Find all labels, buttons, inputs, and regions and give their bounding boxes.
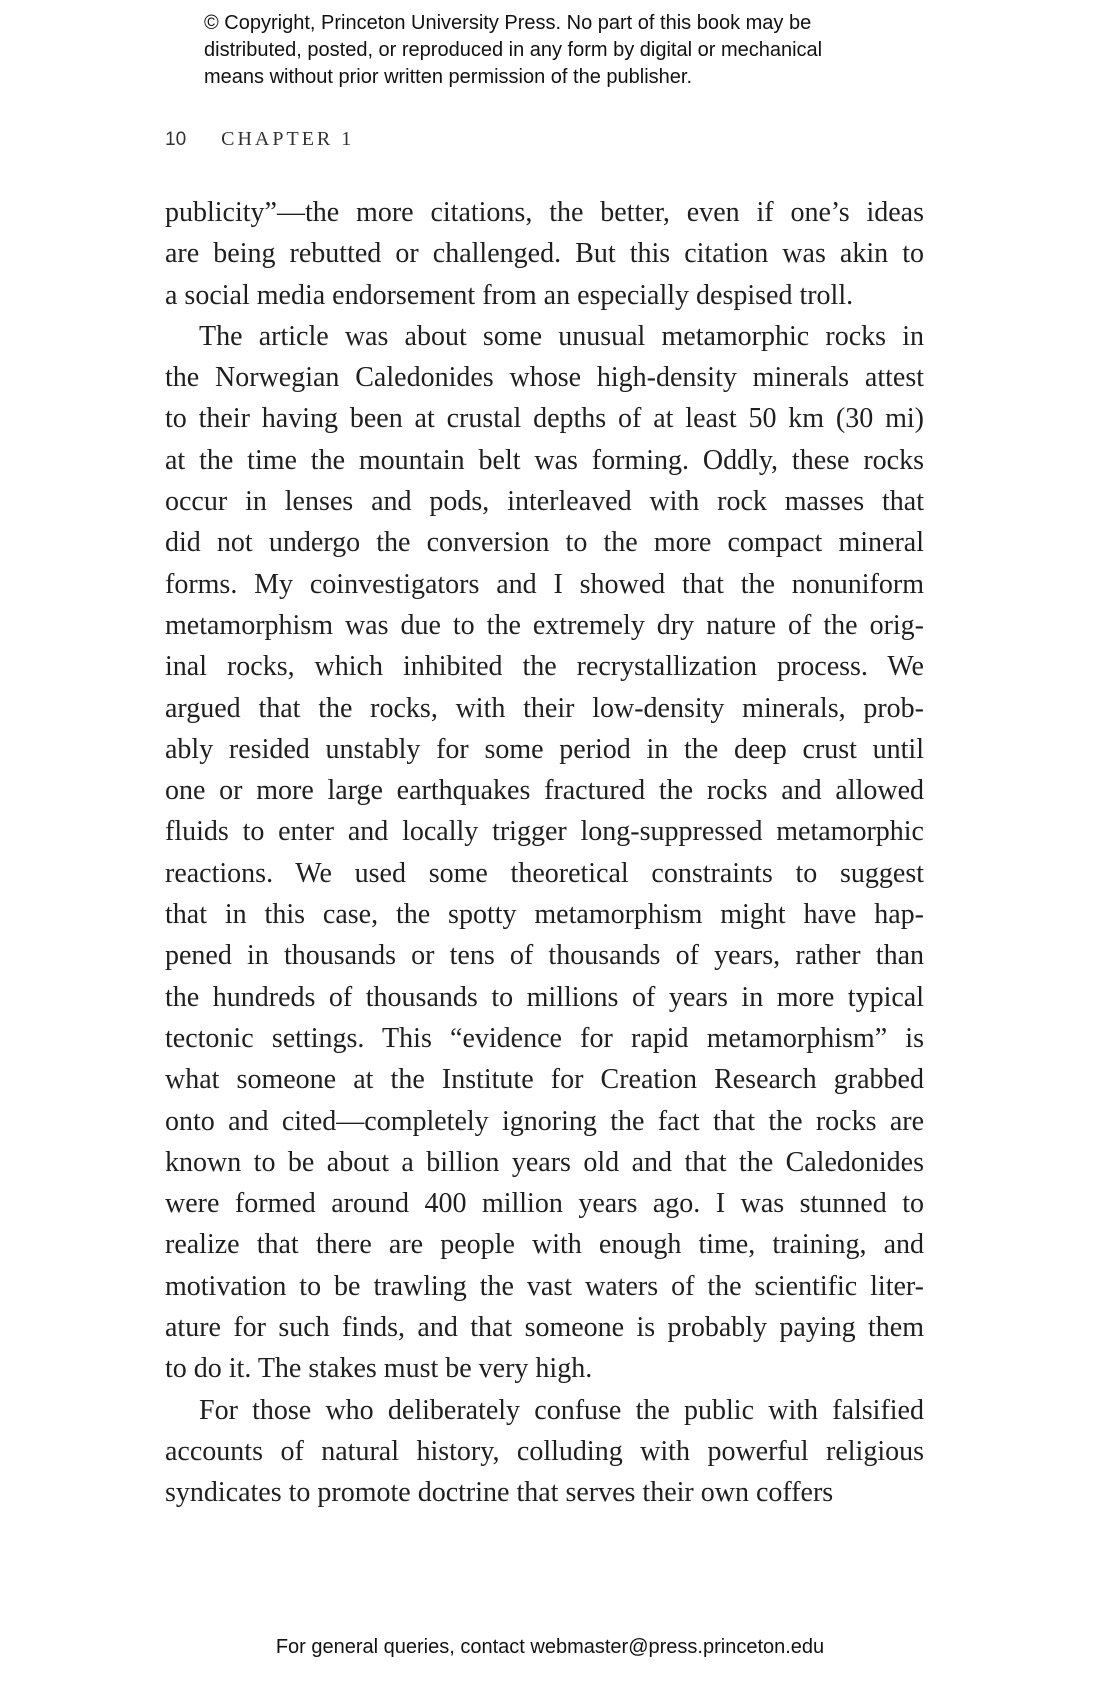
text-line: forms. My coinvestigators and I showed that the nonuniform <box>165 568 924 600</box>
text-line: publicity”—the more citations, the better, even if one’s ideas <box>165 197 924 228</box>
text-line: tectonic settings. This “evidence for rapid metamorphism” is <box>165 1022 924 1054</box>
text-line: at the time the mountain belt was forming. Oddly, these rocks <box>165 444 924 476</box>
text-line: pened in thousands or tens of thousands of years, rather than <box>165 940 924 972</box>
text-line: realize that there are people with enough time, training, and <box>165 1229 924 1261</box>
text-line: known to be about a billion years old and that the Caledonides <box>165 1146 924 1178</box>
text-line: inal rocks, which inhibited the recrystallization process. We <box>165 651 924 683</box>
text-line: ably resided unstably for some period in the deep crust until <box>165 733 924 765</box>
text-line: that in this case, the spotty metamorphism might have hap- <box>165 899 924 931</box>
page-number: 10 <box>165 129 187 150</box>
copyright-notice <box>204 10 822 91</box>
text-line: metamorphism was due to the extremely dry nature of the orig- <box>165 609 924 641</box>
text-line: are being rebutted or challenged. But this citation was akin to <box>165 238 924 270</box>
text-line: what someone at the Institute for Creation Research grabbed <box>165 1064 924 1096</box>
text-line: For those who deliberately confuse the public with falsified <box>199 1394 924 1426</box>
text-line: a social media endorsement from an especially despised troll. <box>165 279 854 311</box>
text-line: motivation to be trawling the vast waters of the scientific liter- <box>165 1270 924 1302</box>
text-line: The article was about some unusual metamorphic rocks in <box>199 320 924 352</box>
text-line: accounts of natural history, colluding with powerful religious <box>165 1435 924 1467</box>
text-line: did not undergo the conversion to the more compact mineral <box>165 527 924 559</box>
text-line: the hundreds of thousands to millions of years in more typical <box>165 981 924 1013</box>
text-line: onto and cited—completely ignoring the fact that the rocks are <box>165 1105 924 1137</box>
text-line: ature for such finds, and that someone is probably paying them <box>165 1312 924 1344</box>
text-line: reactions. We used some theoretical constraints to suggest <box>165 857 924 889</box>
text-line: one or more large earthquakes fractured the rocks and allowed <box>165 775 924 807</box>
text-line: the Norwegian Caledonides whose high-density minerals attest <box>165 362 924 394</box>
copyright-line: © Copyright, Princeton University Press. No part of this book may be <box>204 12 812 34</box>
body-text <box>165 192 924 1514</box>
text-line: were formed around 400 million years ago. I was stunned to <box>165 1188 924 1220</box>
text-line: fluids to enter and locally trigger long-suppressed metamorphic <box>165 816 924 848</box>
text-line: to do it. The stakes must be very high. <box>165 1353 593 1385</box>
footer-contact: For general queries, contact webmaster@press.princeton.edu <box>275 1636 825 1658</box>
chapter-title: CHAPTER 1 <box>221 128 355 150</box>
running-head <box>165 128 354 151</box>
copyright-line: means without prior written permission of the publisher. <box>204 66 693 88</box>
text-line: occur in lenses and pods, interleaved with rock masses that <box>165 486 924 518</box>
copyright-line: distributed, posted, or reproduced in any form by digital or mechanical <box>204 39 823 61</box>
text-line: argued that the rocks, with their low-density minerals, prob- <box>165 692 924 724</box>
text-line: syndicates to promote doctrine that serves their own coffers <box>165 1477 834 1509</box>
text-line: to their having been at crustal depths of at least 50 km (30 mi) <box>165 403 924 435</box>
